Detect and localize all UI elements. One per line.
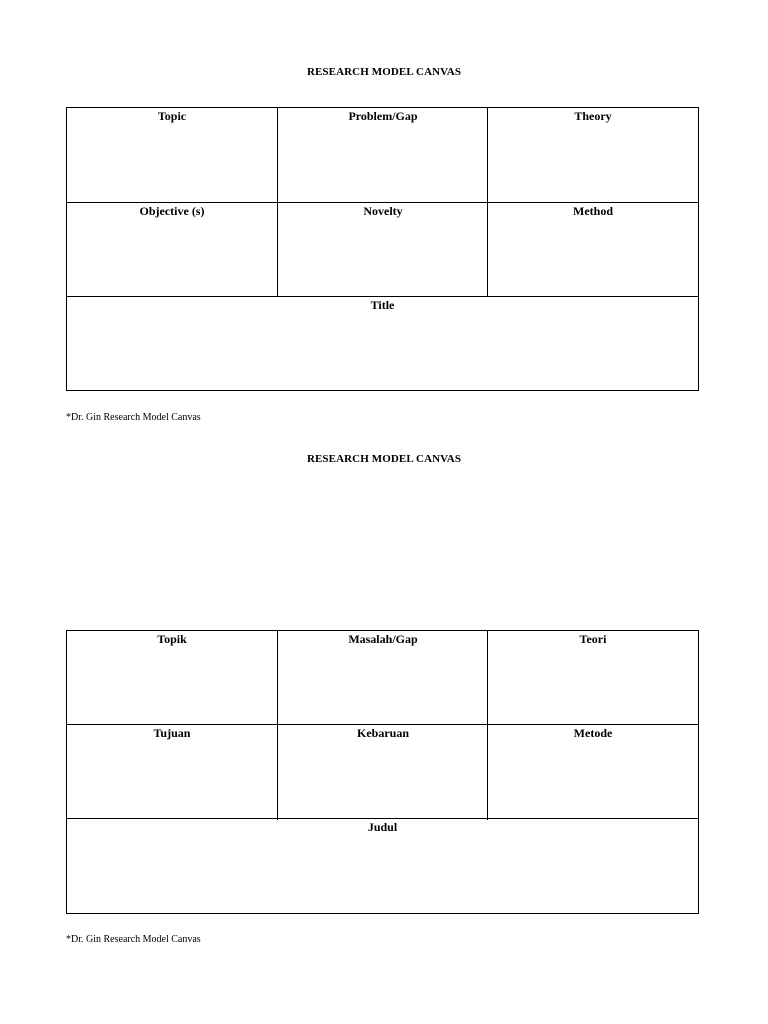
cell-kebaruan — [278, 725, 488, 818]
cell-teori-label: Teori — [579, 632, 607, 646]
cell-title-label: Title — [370, 298, 395, 312]
canvas-1-footnote: *Dr. Gin Research Model Canvas — [66, 412, 201, 423]
cell-theory — [488, 108, 698, 202]
canvas-1-heading: RESEARCH MODEL CANVAS — [306, 66, 462, 78]
cell-judul-label: Judul — [367, 820, 398, 834]
cell-metode — [488, 725, 698, 818]
cell-problem-gap — [278, 108, 488, 202]
cell-tujuan — [67, 725, 277, 818]
canvas-2-footnote: *Dr. Gin Research Model Canvas — [66, 934, 201, 945]
cell-title — [67, 297, 698, 390]
cell-objective — [67, 203, 277, 296]
canvas-2-grid — [66, 630, 699, 914]
cell-problem-gap-label: Problem/Gap — [348, 109, 418, 123]
cell-masalah-gap — [278, 631, 488, 724]
canvas-2-heading: RESEARCH MODEL CANVAS — [306, 453, 462, 465]
cell-method-label: Method — [573, 204, 613, 218]
canvas-1-grid — [66, 107, 699, 391]
cell-tujuan-label: Tujuan — [153, 726, 191, 740]
cell-theory-label: Theory — [574, 109, 612, 123]
cell-novelty — [278, 203, 488, 296]
cell-topik-label: Topik — [157, 632, 187, 646]
cell-metode-label: Metode — [573, 726, 613, 740]
cell-judul — [67, 819, 698, 913]
cell-teori — [488, 631, 698, 724]
cell-masalah-gap-label: Masalah/Gap — [348, 632, 418, 646]
cell-kebaruan-label: Kebaruan — [356, 726, 409, 740]
cell-topik — [67, 631, 277, 724]
cell-topic-label: Topic — [157, 109, 187, 123]
cell-novelty-label: Novelty — [363, 204, 403, 218]
cell-topic — [67, 108, 277, 202]
cell-objective-label: Objective (s) — [139, 204, 205, 218]
cell-method — [488, 203, 698, 296]
